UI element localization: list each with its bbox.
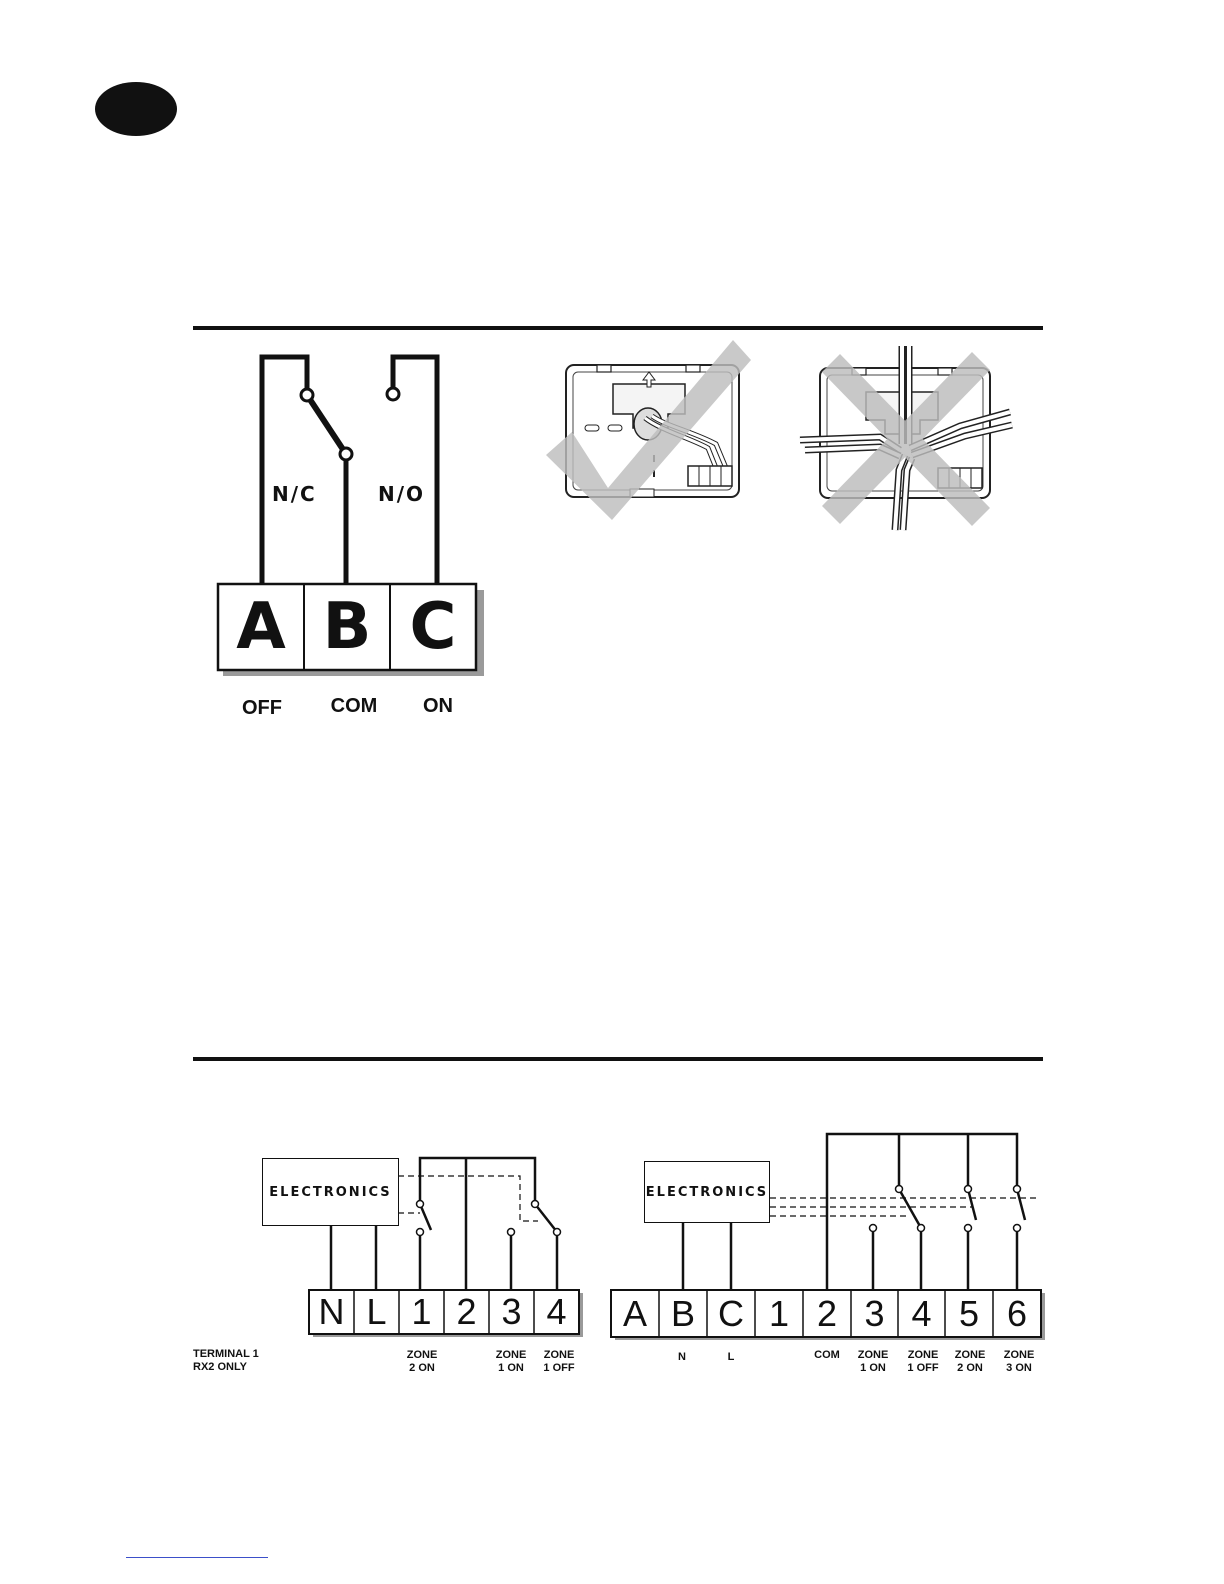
terminal-6: 6 xyxy=(1006,1293,1028,1334)
terminal-2: 2 xyxy=(456,1291,477,1332)
caption-zone-1-off: ZONE 1 OFF xyxy=(907,1349,939,1374)
footer-link-underline xyxy=(126,1557,268,1558)
caption-zone-1-on: ZONE 1 ON xyxy=(495,1349,527,1374)
caption-zone-1-off: ZONE 1 OFF xyxy=(543,1349,575,1374)
electronics-box-right: ELECTRONICS xyxy=(644,1161,770,1223)
nc-label: N/C xyxy=(272,482,317,506)
terminal-note-line2: RX2 ONLY xyxy=(193,1361,248,1373)
caption-zone-3-on: ZONE 3 ON xyxy=(1003,1349,1035,1374)
terminal-1: 1 xyxy=(411,1291,432,1332)
caption-on: ON xyxy=(423,695,453,717)
terminal-4: 4 xyxy=(911,1293,932,1334)
caption-off: OFF xyxy=(242,697,282,719)
terminal-note-line1: TERMINAL 1 xyxy=(193,1348,259,1360)
terminal-l: L xyxy=(366,1291,387,1332)
terminal-b: B xyxy=(322,590,372,664)
terminal-4: 4 xyxy=(546,1291,567,1332)
terminal-a: A xyxy=(236,590,286,664)
no-label: N/O xyxy=(378,482,426,506)
terminal-3: 3 xyxy=(501,1291,522,1332)
terminal-2: 2 xyxy=(816,1293,838,1334)
terminal-5: 5 xyxy=(958,1293,980,1334)
caption-zone-2-on: ZONE 2 ON xyxy=(406,1349,438,1374)
caption-com: COM xyxy=(814,1349,840,1361)
terminal-1: 1 xyxy=(768,1293,790,1334)
caption-zone-2-on: ZONE 2 ON xyxy=(954,1349,986,1374)
terminal-3: 3 xyxy=(864,1293,885,1334)
terminal-c: C xyxy=(718,1293,744,1334)
terminal-c: C xyxy=(409,590,457,664)
caption-com: COM xyxy=(330,695,378,717)
terminal-a: A xyxy=(622,1293,647,1334)
electronics-box-left: ELECTRONICS xyxy=(262,1158,399,1226)
caption-n: N xyxy=(678,1351,686,1363)
caption-l: L xyxy=(727,1351,735,1363)
caption-zone-1-on: ZONE 1 ON xyxy=(857,1349,889,1374)
terminal-n: N xyxy=(318,1291,345,1332)
terminal-b: B xyxy=(670,1293,695,1334)
